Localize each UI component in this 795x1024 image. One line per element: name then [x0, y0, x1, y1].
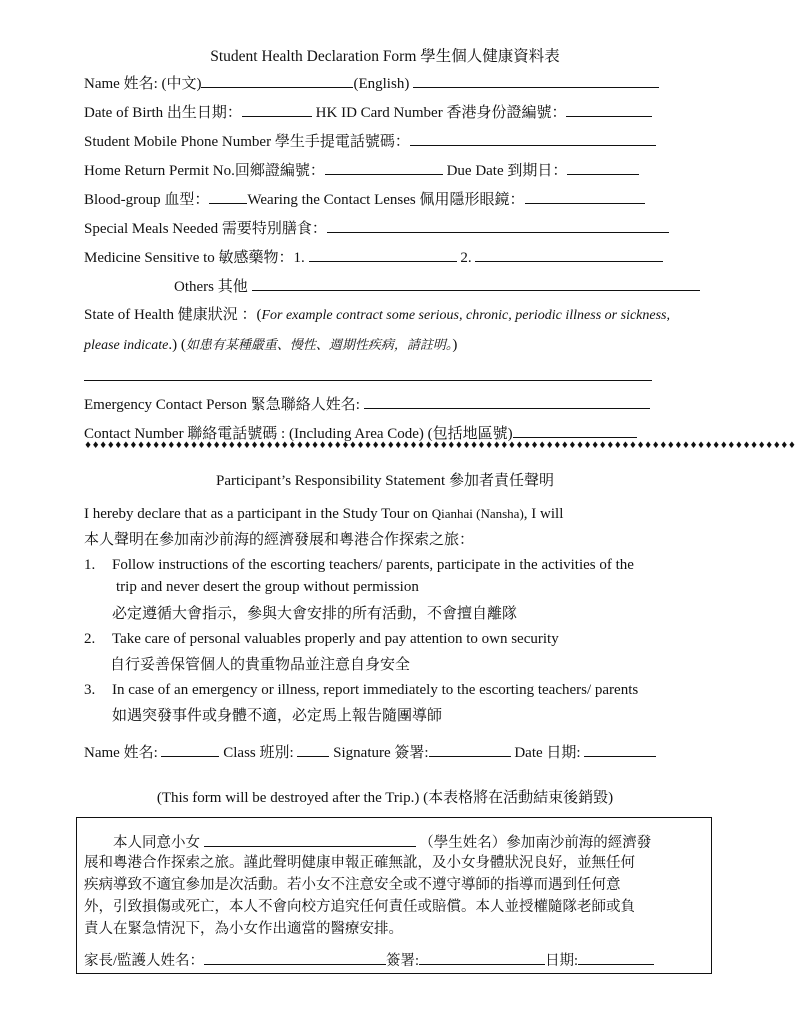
- item-3-en: In case of an emergency or illness, report immediately to the escorting teachers/ parents: [112, 682, 639, 698]
- item-2-en: Take care of personal valuables properly and pay attention to own security: [112, 631, 559, 647]
- consent-line-1-b: （學生姓名）參加南沙前海的經濟發: [419, 835, 652, 851]
- dob-row: [84, 102, 696, 122]
- dob-field[interactable]: [242, 102, 312, 117]
- medicine-2-label: 2.: [460, 250, 472, 266]
- sig-signature-field[interactable]: [429, 742, 511, 757]
- emergency-row: [84, 394, 696, 414]
- blood-field[interactable]: [209, 189, 247, 204]
- sig-class-field[interactable]: [297, 742, 329, 757]
- guardian-name-field[interactable]: [204, 950, 386, 965]
- others-label: Others 其他: [174, 279, 248, 295]
- destroy-note: (This form will be destroyed after the Trip.) (本表格將在活動結束後銷毀): [156, 790, 614, 806]
- student-name-field[interactable]: [204, 832, 416, 847]
- emergency-field[interactable]: [364, 394, 650, 409]
- guardian-row: [84, 950, 654, 970]
- permit-field[interactable]: [325, 160, 443, 175]
- name-row: [84, 73, 696, 93]
- sig-name-label: Name 姓名:: [84, 745, 158, 761]
- sig-class-label: Class 班別:: [223, 745, 294, 761]
- contact-field[interactable]: [513, 423, 637, 438]
- item-2-cn: 自行妥善保管個人的貴重物品並注意自身安全: [110, 657, 411, 673]
- dob-label: Date of Birth 出生日期：: [84, 105, 242, 121]
- declare-location: Qianhai (Nansha): [431, 506, 524, 521]
- contact-label: Contact Number 聯絡電話號碼 : (Including Area Code) (包括地區號): [84, 426, 513, 442]
- hkid-label: HK ID Card Number 香港身份證編號：: [315, 105, 567, 121]
- health-note: For example contract some serious, chronic, periodic illness or sickness,: [261, 308, 670, 323]
- declare-en-text: I hereby declare that as a participant in the Study Tour on: [84, 506, 432, 522]
- permit-label: Home Return Permit No.回鄉證編號：: [84, 163, 325, 179]
- sig-name-field[interactable]: [161, 742, 219, 757]
- meals-row: [84, 218, 696, 238]
- lenses-field[interactable]: [525, 189, 645, 204]
- health-row: [84, 306, 696, 325]
- contact-row: [84, 423, 696, 443]
- item-2-num: 2.: [84, 631, 96, 647]
- others-row: [174, 276, 696, 296]
- consent-line-1-a: 本人同意小女: [113, 835, 200, 851]
- item-1: [84, 556, 696, 574]
- meals-field[interactable]: [327, 218, 669, 233]
- item-3-num: 3.: [84, 682, 96, 698]
- signature-row: [84, 742, 696, 762]
- declare-cn: 本人聲明在參加南沙前海的經濟發展和粵港合作探索之旅：: [84, 532, 475, 548]
- health-answer-row: [84, 366, 696, 386]
- consent-line-2: 展和粵港合作探索之旅。謹此聲明健康申報正確無訛，及小女身體狀況良好，並無任何: [84, 855, 635, 871]
- permit-row: [84, 160, 696, 180]
- consent-line-5: 責人在緊急情況下，為小女作出適當的醫療安排。: [84, 921, 403, 937]
- hkid-field[interactable]: [566, 102, 652, 117]
- medicine-row: [84, 247, 696, 267]
- blood-label: Blood-group 血型：: [84, 192, 210, 208]
- name-en-label: (English): [353, 76, 410, 92]
- health-label: State of Health 健康狀況 ：(: [84, 307, 262, 323]
- blood-row: [84, 189, 696, 209]
- emergency-label: Emergency Contact Person 緊急聯絡人姓名:: [84, 397, 360, 413]
- declare-en: [84, 505, 696, 523]
- name-en-field[interactable]: [413, 73, 659, 88]
- health-note-2: please indicate: [84, 338, 169, 353]
- parent-consent-box: [76, 817, 712, 974]
- health-note-2-tail: .) (: [168, 337, 186, 353]
- guardian-label: 家長/監護人姓名：: [84, 953, 205, 969]
- item-3-cn: 如遇突發事件或身體不適，必定馬上報告隨團導師: [112, 708, 443, 724]
- consent-line-3: 疾病導致不適宜參加是次活動。若小女不注意安全或不遵守導師的指導而遇到任何意: [84, 877, 621, 893]
- health-note-cn: 如患有某種嚴重、慢性、週期性疾病，請註明。: [185, 337, 453, 352]
- guardian-date-label: 日期:: [545, 953, 579, 969]
- consent-line-1: [113, 832, 651, 852]
- health-row-2: [84, 336, 696, 355]
- item-1-cn: 必定遵循大會指示，參與大會安排的所有活動，不會擅自離隊: [112, 606, 518, 622]
- item-1-en: Follow instructions of the escorting teachers/ parents, participate in the activities of the: [112, 557, 634, 573]
- item-2: [84, 630, 696, 648]
- medicine-2-field[interactable]: [475, 247, 663, 262]
- mobile-label: Student Mobile Phone Number 學生手提電話號碼：: [84, 134, 410, 150]
- meals-label: Special Meals Needed 需要特別膳食：: [84, 221, 327, 237]
- name-cn-label: Name 姓名: (中文): [84, 76, 202, 92]
- mobile-field[interactable]: [410, 131, 656, 146]
- guardian-date-field[interactable]: [578, 950, 654, 965]
- lenses-label: Wearing the Contact Lenses 佩用隱形眼鏡：: [247, 192, 525, 208]
- sig-signature-label: Signature 簽署:: [333, 745, 429, 761]
- due-date-label: Due Date 到期日：: [446, 163, 568, 179]
- others-field[interactable]: [252, 276, 700, 291]
- due-date-field[interactable]: [567, 160, 639, 175]
- item-3: [84, 681, 696, 699]
- consent-line-4: 外，引致損傷或死亡，本人不會向校方追究任何責任或賠償。本人並授權隨隊老師或負: [84, 899, 635, 915]
- guardian-sign-label: 簽署:: [386, 953, 420, 969]
- form-title: Student Health Declaration Form 學生個人健康資料表: [210, 48, 560, 65]
- item-1-num: 1.: [84, 557, 96, 573]
- health-close: ): [452, 337, 458, 353]
- sig-date-field[interactable]: [584, 742, 656, 757]
- medicine-label: Medicine Sensitive to 敏感藥物：1.: [84, 250, 305, 266]
- medicine-1-field[interactable]: [309, 247, 457, 262]
- declare-en-tail: , I will: [523, 506, 564, 522]
- name-cn-field[interactable]: [201, 73, 353, 88]
- health-field[interactable]: [84, 366, 652, 381]
- mobile-row: [84, 131, 696, 151]
- statement-title: Participant’s Responsibility Statement 參加者責任聲明: [216, 473, 554, 489]
- guardian-sign-field[interactable]: [419, 950, 545, 965]
- sig-date-label: Date 日期:: [514, 745, 581, 761]
- diamond-divider: ♦♦♦♦♦♦♦♦♦♦♦♦♦♦♦♦♦♦♦♦♦♦♦♦♦♦♦♦♦♦♦♦♦♦♦♦♦♦♦♦♦♦♦♦♦♦♦♦♦♦♦♦♦♦♦♦♦♦♦♦♦♦♦♦♦♦♦♦♦♦♦♦♦♦♦♦♦♦♦♦♦♦♦♦♦♦♦♦♦♦♦♦♦♦: [84, 441, 795, 451]
- item-1-en-2: trip and never desert the group without permission: [116, 579, 419, 595]
